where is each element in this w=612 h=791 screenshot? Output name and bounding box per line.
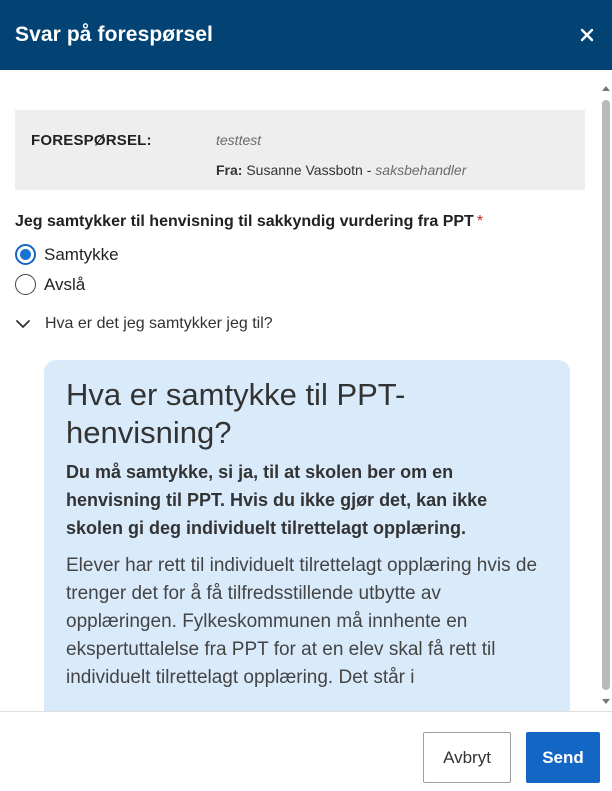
dialog-title: Svar på forespørsel	[15, 23, 213, 46]
request-from	[216, 162, 466, 178]
dialog-header	[0, 0, 612, 70]
consent-info-expander[interactable]	[15, 315, 273, 333]
cancel-button[interactable]: Avbryt	[423, 732, 511, 783]
info-bold-text: Du må samtykke, si ja, til at skolen ber om en henvisning til PPT. Hvis du ikke gjør det, kan ikke skolen gi deg individuelt tilrettelagt opplæring.	[66, 462, 488, 538]
scrollbar-thumb[interactable]	[602, 100, 610, 690]
radio-label-samtykke: Samtykke	[44, 244, 119, 264]
consent-question	[15, 213, 483, 231]
dialog-body	[0, 70, 612, 711]
from-separator: -	[362, 162, 376, 178]
chevron-down-icon	[15, 318, 31, 330]
radio-avsla[interactable]	[15, 274, 85, 295]
close-button[interactable]	[577, 25, 597, 45]
expander-label: Hva er det jeg samtykker jeg til?	[45, 315, 273, 332]
from-role: saksbehandler	[375, 162, 467, 178]
info-body-text: Elever har rett til individuelt tilrettelagt opplæring hvis de trenger det for å få tilfredsstillende utbytte av opplæringen. Fylkeskommunen må innhente en ekspertuttalelse fra PPT for at en elev skal få rett til individuelt tilrettelagt opplæring. Det står i	[66, 555, 538, 688]
info-title: Hva er samtykke til PPT-henvisning?	[66, 377, 406, 450]
scroll-up-icon[interactable]	[601, 84, 611, 94]
required-mark: *	[476, 213, 484, 230]
radio-label-avsla: Avslå	[44, 274, 86, 294]
request-box	[15, 110, 585, 190]
radio-button-selected[interactable]	[15, 244, 36, 265]
request-text: testtest	[216, 132, 262, 148]
request-label: FORESPØRSEL:	[31, 132, 152, 149]
radio-button[interactable]	[15, 274, 36, 295]
dialog-footer	[0, 711, 612, 791]
info-card	[44, 360, 570, 711]
from-name: Susanne Vassbotn	[246, 162, 363, 178]
radio-samtykke[interactable]	[15, 244, 119, 265]
send-button[interactable]: Send	[526, 732, 600, 783]
scroll-down-icon[interactable]	[601, 696, 611, 706]
consent-question-text: Jeg samtykker til henvisning til sakkyndig vurdering fra PPT	[15, 213, 474, 230]
close-icon	[580, 28, 594, 42]
from-label: Fra:	[216, 162, 243, 178]
